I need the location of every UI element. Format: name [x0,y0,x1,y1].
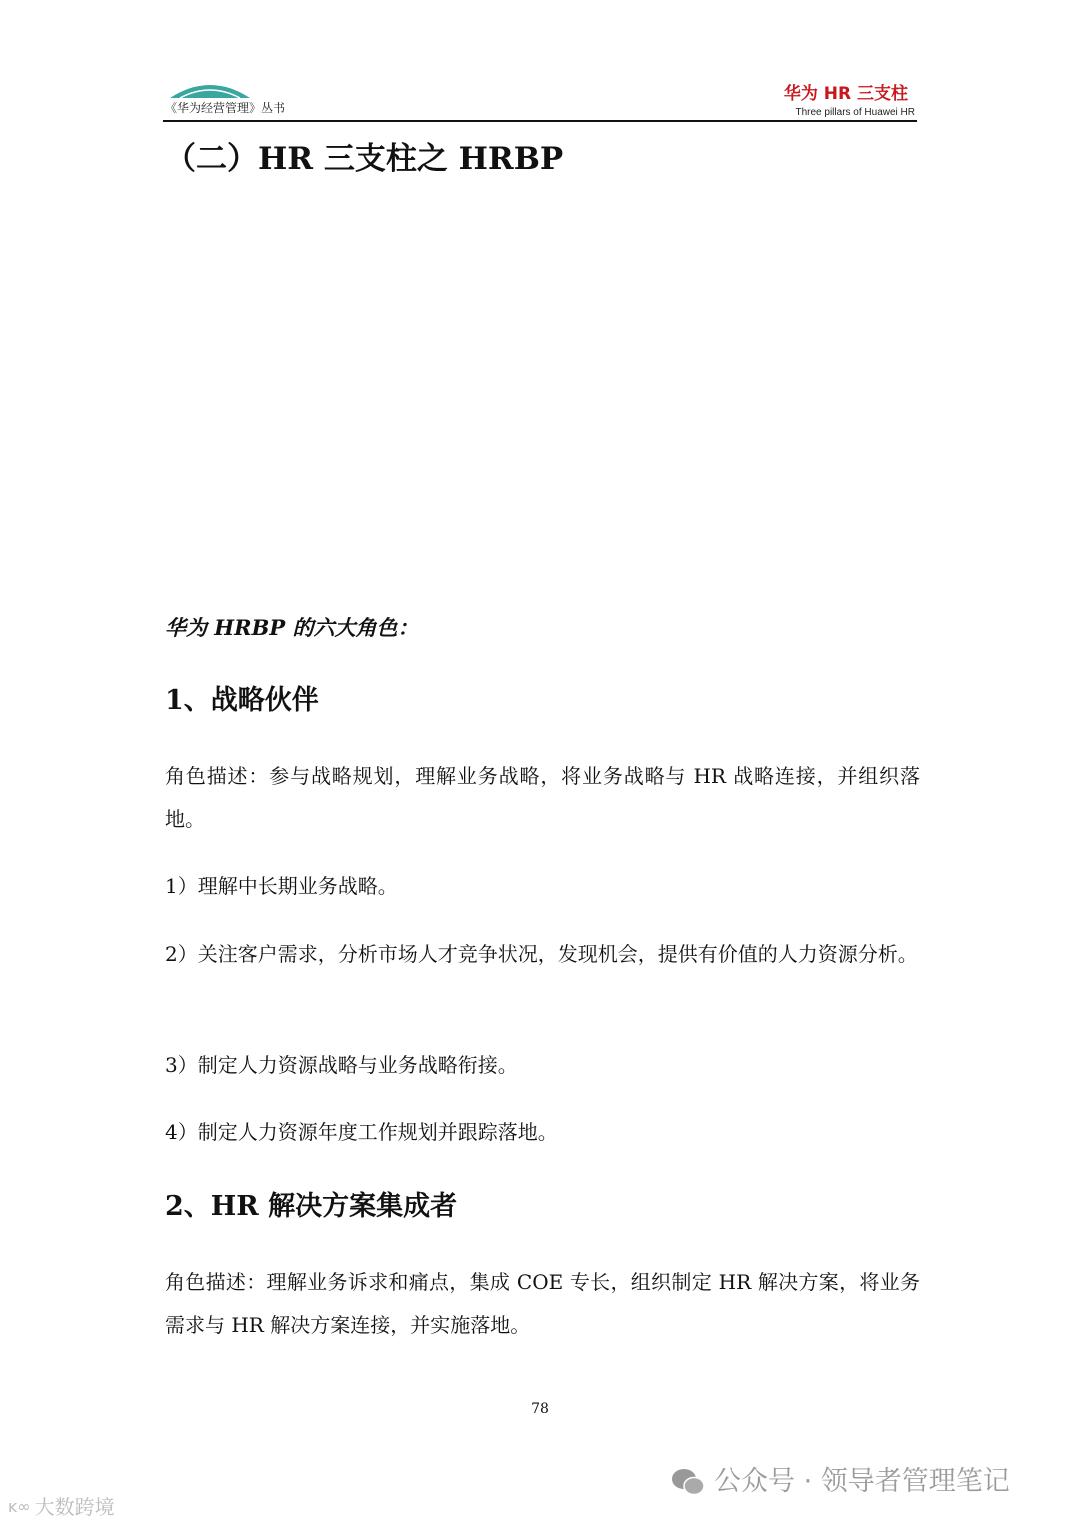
brand-title-en: Three pillars of Huawei HR [795,107,915,118]
paragraph: 角色描述：理解业务诉求和痛点，集成 COE 专长，组织制定 HR 解决方案，将业务需求与 HR 解决方案连接，并实施落地。 [165,1270,920,1337]
wechat-watermark-text: 公众号 · 领导者管理笔记 [714,1466,1010,1497]
role-heading: 1、战略伙伴 [165,685,319,716]
paragraph: 3）制定人力资源战略与业务战略衔接。 [165,1053,518,1077]
brand-title-cn: 华为 HR 三支柱 [783,84,908,104]
paragraph: 2）关注客户需求，分析市场人才竞争状况，发现机会，提供有价值的人力资源分析。 [165,942,918,966]
book-series-logo [170,78,250,100]
wechat-icon [670,1467,706,1497]
role-heading: 2、HR 解决方案集成者 [165,1191,458,1222]
header-divider [163,120,917,122]
book-series-label: 《华为经营管理》丛书 [165,101,286,115]
site-logo-icon: ᴋ∞ [8,1497,31,1516]
section-title: （二）HR 三支柱之 HRBP [165,141,564,177]
page-number: 78 [531,1401,549,1417]
paragraph: 4）制定人力资源年度工作规划并跟踪落地。 [165,1120,558,1144]
paragraph: 1）理解中长期业务战略。 [165,874,398,898]
wechat-watermark [670,1466,1010,1498]
paragraph: 角色描述：参与战略规划，理解业务战略，将业务战略与 HR 战略连接，并组织落地。 [165,764,920,831]
subheading: 华为 HRBP 的六大角色： [165,615,419,640]
site-watermark-text: 大数跨境 [34,1495,115,1519]
site-watermark [8,1495,115,1519]
